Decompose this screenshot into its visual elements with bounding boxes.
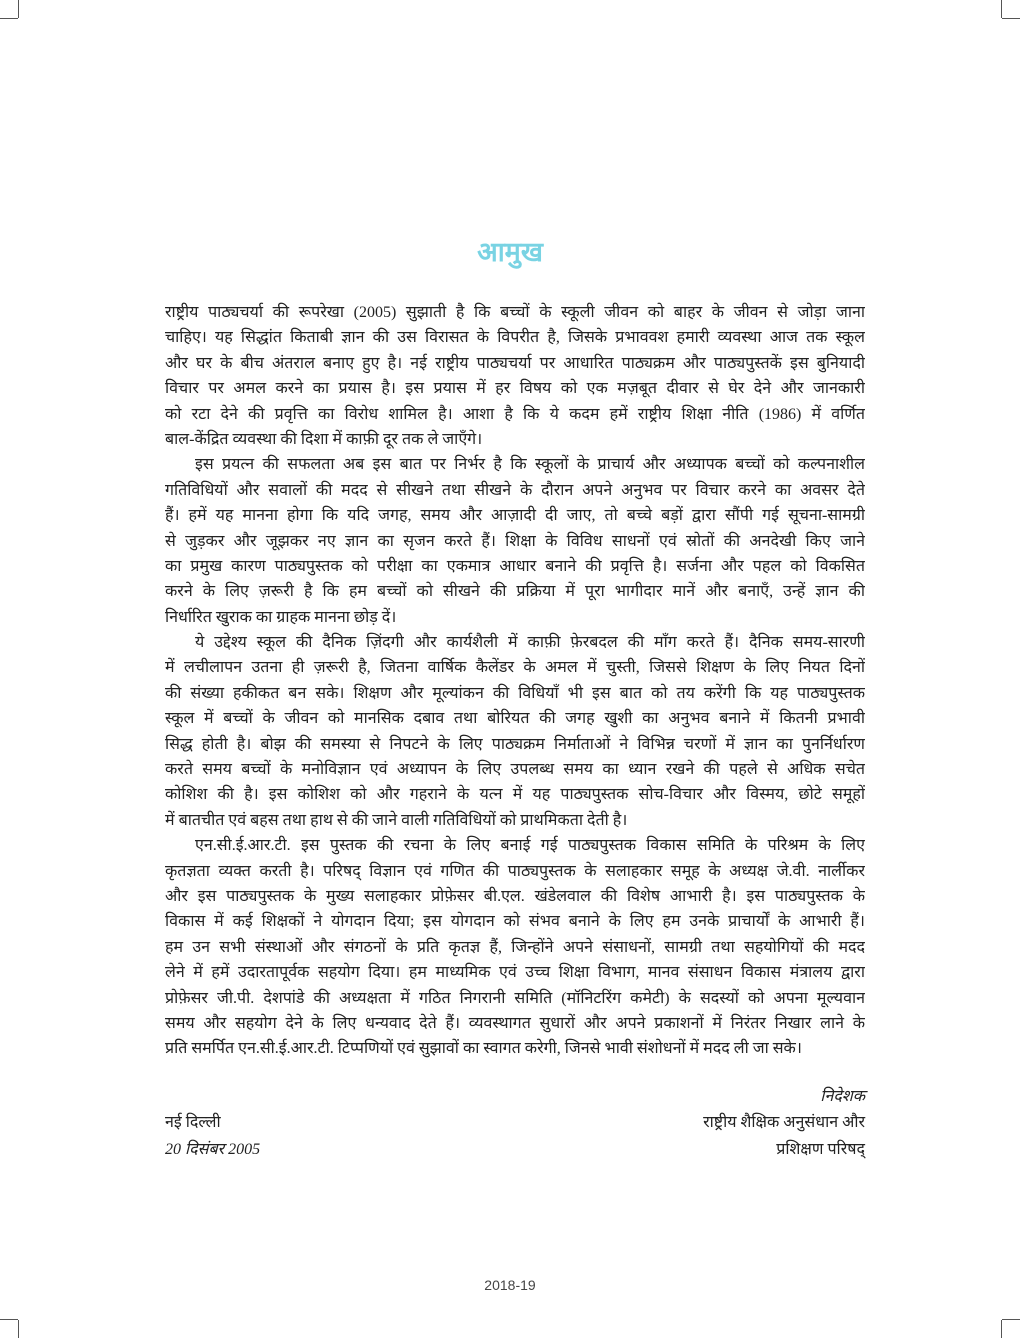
crop-mark (0, 18, 18, 19)
text-line: बाल-केंद्रित व्यवस्था की दिशा में काफ़ी दूर तक ले जाएँगे। (165, 430, 483, 448)
text-line: की संख्या हकीकत बन सके। शिक्षण और मूल्यांकन की विधियाँ भी इस बात को तय करेंगी कि यह पाठ्यपुस्तक (165, 684, 865, 702)
page-footer: 2018-19 (484, 1277, 536, 1293)
date: 20 दिसंबर 2005 (165, 1141, 261, 1158)
text-line: स्कूल में बच्चों के जीवन को मानसिक दबाव तथा बोरियत की जगह खुशी का अनुभव बनाने में कितनी प्रभावी (165, 710, 865, 728)
text-line: समय और सहयोग देने के लिए धन्यवाद देते हैं। व्यवस्थागत सुधारों और अपने प्रकाशनों में निरंतर निखार लाने के (165, 1014, 865, 1032)
text-line: कृतज्ञता व्यक्त करती है। परिषद् विज्ञान एवं गणित की पाठ्यपुस्तक के सलाहकार समूह के अध्यक्ष जे.वी. नार्लीकर (165, 862, 865, 880)
text-line: में लचीलापन उतना ही ज़रूरी है, जितना वार्षिक कैलेंडर के अमल में चुस्ती, जिससे शिक्षण के लिए नियत दिनों (165, 659, 865, 677)
text-line: करते समय बच्चों के मनोविज्ञान एवं अध्यापन के लिए उपलब्ध समय का ध्यान रखने की पहले से अधिक सचेत (165, 761, 865, 779)
page-title: आमुख (477, 237, 543, 267)
text-line: सिद्ध होती है। बोझ की समस्या से निपटने के लिए पाठ्यक्रम निर्माताओं ने विभिन्न चरणों में ज्ञान का पुनर्निर्धारण (165, 735, 865, 753)
crop-mark (0, 1319, 18, 1320)
paragraph (165, 300, 865, 452)
text-line: प्रोफ़ेसर जी.पी. देशपांडे की अध्यक्षता में गठित निगरानी समिति (मॉनिटरिंग कमेटी) के सदस्यों को अपना मूल्यवान (165, 989, 865, 1007)
text-line: विचार पर अमल करने का प्रयास है। इस प्रयास में हर विषय को एक मज़बूत दीवार से घेर देने और जानकारी (165, 380, 865, 398)
text-line: विकास में कई शिक्षकों ने योगदान दिया; इस योगदान को संभव बनाने के लिए हम उनके प्राचार्यों के आभारी हैं। (165, 913, 865, 931)
text-line: निर्धारित खुराक का ग्राहक मानना छोड़ दें। (165, 608, 397, 626)
text-line: करने के लिए ज़रूरी है कि हम बच्चों को सीखने की प्रक्रिया में पूरा भागीदार मानें और बनाएँ, उन्हें ज्ञान की (165, 583, 865, 601)
text-line: हम उन सभी संस्थाओं और संगठनों के प्रति कृतज्ञ हैं, जिन्होंने अपने संसाधनों, सामग्री तथा सहयोगियों की मदद (165, 938, 865, 956)
paragraph (165, 833, 865, 1062)
crop-mark (1001, 0, 1002, 18)
text-line: का प्रमुख कारण पाठ्यपुस्तक को परीक्षा का एकमात्र आधार बनाने की प्रवृत्ति है। सर्जना और पहल को विकसित (165, 557, 865, 575)
paragraph (165, 630, 865, 833)
text-line: इस प्रयत्न की सफलता अब इस बात पर निर्भर है कि स्कूलों के प्राचार्य और अध्यापक बच्चों को कल्पनाशील (195, 456, 865, 474)
text-line: राष्ट्रीय पाठ्यचर्या की रूपरेखा (2005) सुझाती है कि बच्चों के स्कूली जीवन को बाहर के जीवन से जोड़ा जाना (165, 304, 865, 321)
crop-mark (1002, 18, 1020, 19)
text-line: को रटा देने की प्रवृत्ति का विरोध शामिल है। आशा है कि ये कदम हमें राष्ट्रीय शिक्षा नीति (1986) में वर्णित (165, 405, 865, 423)
crop-mark (18, 1320, 19, 1338)
text-line: लेने में हमें उदारतापूर्वक सहयोग दिया। हम माध्यमिक एवं उच्च शिक्षा विभाग, मानव संसाधन विकास मंत्रालय द्वारा (165, 964, 865, 982)
crop-mark (1001, 1320, 1002, 1338)
signature-org-line1: राष्ट्रीय शैक्षिक अनुसंधान और (703, 1114, 865, 1131)
signature-role: निदेशक (820, 1088, 865, 1105)
text-line: चाहिए। यह सिद्धांत किताबी ज्ञान की उस विरासत के विपरीत है, जिसके प्रभाववश हमारी व्यवस्था आज तक स्कूल (165, 329, 865, 347)
crop-mark (1002, 1319, 1020, 1320)
text-line: और घर के बीच अंतराल बनाए हुए है। नई राष्ट्रीय पाठ्यचर्या पर आधारित पाठ्यक्रम और पाठ्यपुस्तकें इस बुनियादी (165, 354, 865, 372)
place: नई दिल्ली (165, 1114, 221, 1131)
crop-mark (18, 0, 19, 18)
text-line: हैं। हमें यह मानना होगा कि यदि जगह, समय और आज़ादी दी जाए, तो बच्चे बड़ों द्वारा सौंपी गई सूचना-सामग्री (165, 507, 865, 525)
paragraph (165, 452, 865, 630)
foreword-body (165, 300, 865, 1062)
text-line: कोशिश की है। इस कोशिश को और गहराने के यत्न में यह पाठ्यपुस्तक सोच-विचार और विस्मय, छोटे समूहों (165, 786, 865, 804)
text-line: में बातचीत एवं बहस तथा हाथ से की जाने वाली गतिविधियों को प्राथमिकता देती है। (165, 811, 628, 829)
text-line: ये उद्देश्य स्कूल की दैनिक ज़िंदगी और कार्यशैली में काफ़ी फ़ेरबदल की माँग करते हैं। दैनिक समय-सारणी (195, 634, 865, 652)
text-line: एन.सी.ई.आर.टी. इस पुस्तक की रचना के लिए बनाई गई पाठ्यपुस्तक विकास समिति के परिश्रम के लिए (195, 837, 865, 855)
signature-org-line2: प्रशिक्षण परिषद् (776, 1141, 865, 1158)
text-line: गतिविधियों और सवालों की मदद से सीखने तथा सीखने के दौरान अपने अनुभव पर विचार करने का अवसर देते (165, 481, 865, 499)
text-line: से जुड़कर और जूझकर नए ज्ञान का सृजन करते हैं। शिक्षा के विविध साधनों एवं स्रोतों की अनदेखी किए जाने (165, 532, 865, 550)
text-line: और इस पाठ्यपुस्तक के मुख्य सलाहकार प्रोफ़ेसर बी.एल. खंडेलवाल की विशेष आभारी है। इस पाठ्यपुस्तक के (165, 887, 865, 905)
text-line: प्रति समर्पित एन.सी.ई.आर.टी. टिप्पणियों एवं सुझावों का स्वागत करेगी, जिनसे भावी संशोधनों में मदद ली जा सके। (165, 1040, 802, 1058)
